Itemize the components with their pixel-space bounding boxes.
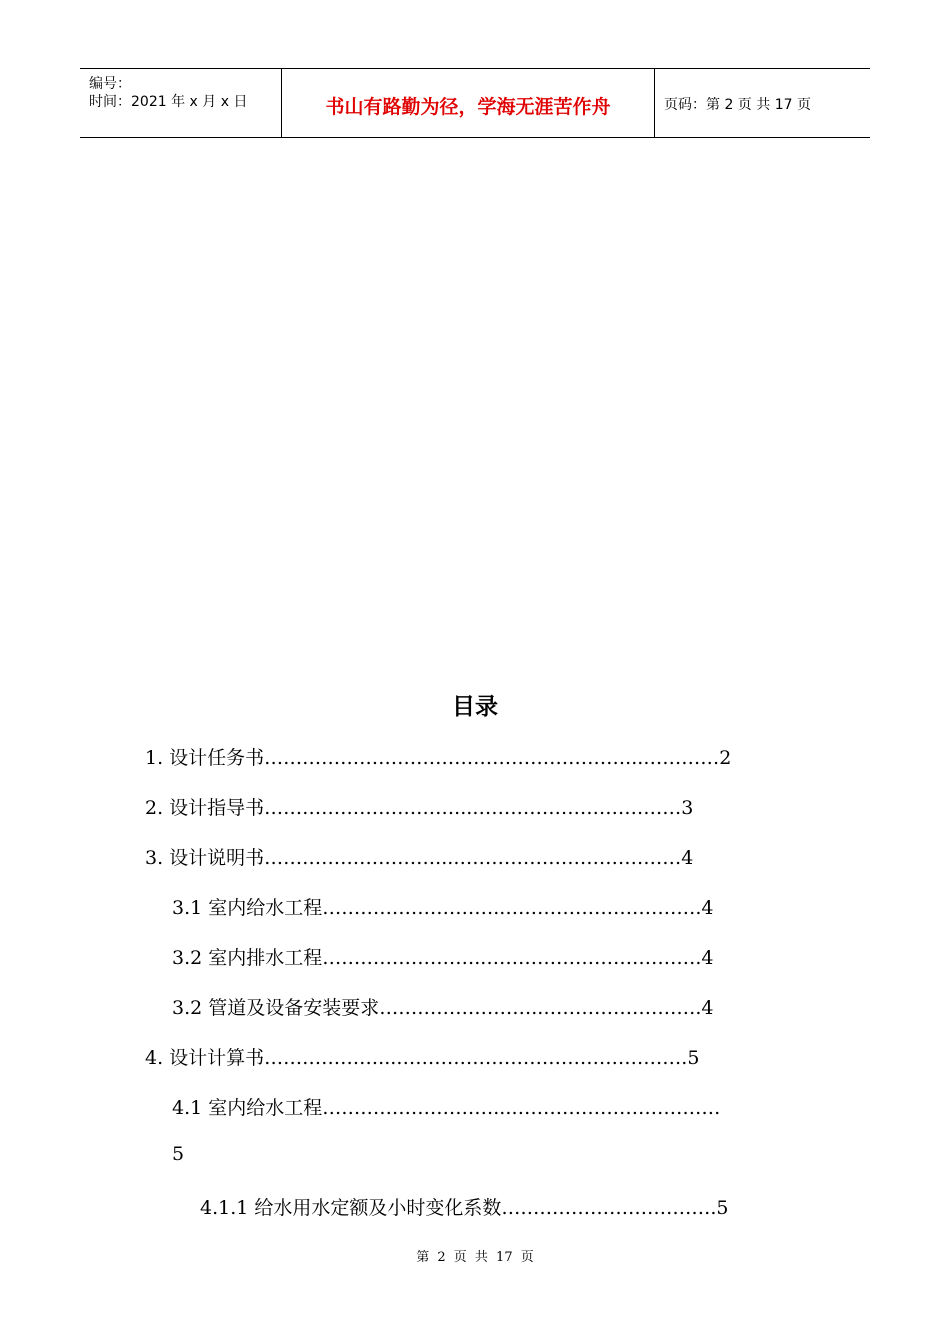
- toc-entry-3-2: 3.2 室内排水工程……………………..…………………………….4: [172, 947, 714, 969]
- header-info-cell: [80, 69, 282, 137]
- toc-entry-4-1-page: 5: [172, 1143, 185, 1165]
- header-page-info: 页码：第 2 页 共 17 页: [664, 97, 811, 113]
- toc-entry-3-2-install: 3.2 管道及设备安装要求……………………..…………………….4: [172, 997, 714, 1019]
- document-number-label: 编号：: [89, 76, 131, 92]
- toc-entry-4: 4. 设计计算书………………...……………………………………….5: [145, 1047, 700, 1069]
- toc-entry-2: 2. 设计指导书…………………………...……………………………3: [145, 797, 694, 819]
- toc-entry-4-1-1: 4.1.1 给水用水定额及小时变化系数…………………………….5: [200, 1197, 729, 1219]
- page-header: [80, 68, 870, 138]
- toc-title: 目录: [452, 694, 498, 720]
- header-page-cell: [655, 69, 870, 137]
- header-motto: 书山有路勤为径，学海无涯苦作舟: [325, 96, 611, 118]
- document-date: 时间：2021 年 x 月 x 日: [89, 94, 248, 110]
- header-motto-cell: [282, 69, 655, 137]
- toc-entry-3: 3. 设计说明书………………………...………………………………4: [145, 847, 694, 869]
- page-footer: 第 2 页 共 17 页: [416, 1250, 534, 1265]
- toc-entry-3-1: 3.1 室内给水工程………………………..………………………….4: [172, 897, 714, 919]
- toc-entry-4-1: 4.1 室内给水工程………………………...……………………………: [172, 1097, 721, 1119]
- toc-entry-1: 1. 设计任务书…………………………………………………...…………2: [145, 747, 732, 769]
